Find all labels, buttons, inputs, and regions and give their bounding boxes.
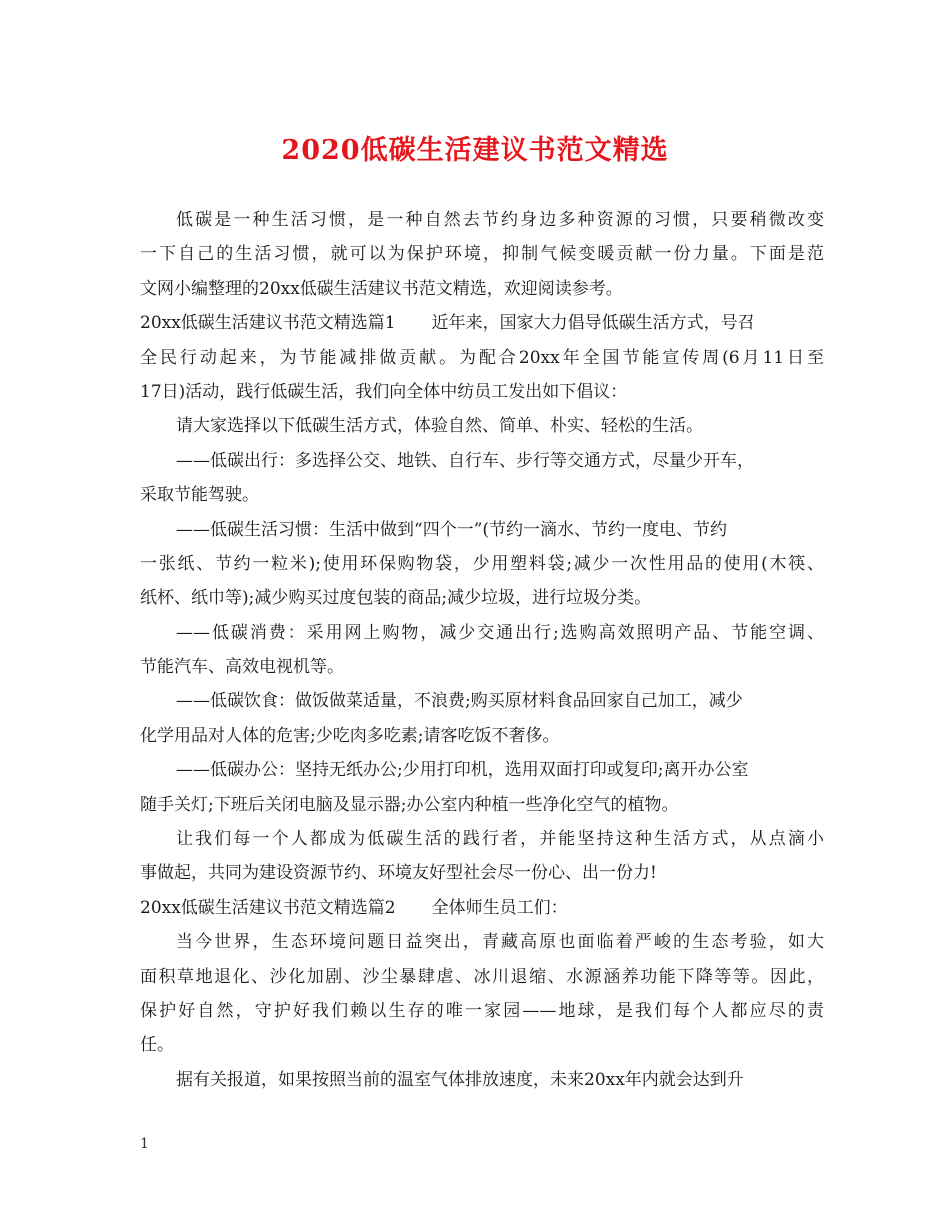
paragraph-line: 一张纸、节约一粒米);使用环保购物袋，少用塑料袋;减少一次性用品的使用(木筷、 xyxy=(140,553,824,574)
paragraph-line: 纸杯、纸巾等);减少购买过度包装的商品;减少垃圾，进行垃圾分类。 xyxy=(140,588,652,609)
paragraph-line: 低碳是一种生活习惯，是一种自然去节约身边多种资源的习惯，只要稍微改变 xyxy=(176,210,824,230)
paragraph-line: 让我们每一个人都成为低碳生活的践行者，并能坚持这种生活方式，从点滴小 xyxy=(176,829,824,850)
paragraph-line: 一下自己的生活习惯，就可以为保护环境，抑制气候变暖贡献一份力量。下面是范 xyxy=(140,244,824,265)
paragraph-line: 17日)活动，践行低碳生活，我们向全体中纺员工发出如下倡议： xyxy=(140,381,628,402)
paragraph-text: 近年来，国家大力倡导低碳生活方式，号召 xyxy=(431,313,755,334)
paragraph-line: ——低碳生活习惯：生活中做到“四个一”(节约一滴水、节约一度电、节约 xyxy=(176,519,728,540)
paragraph-line: 保护好自然，守护好我们赖以生存的唯一家园——地球，是我们每个人都应尽的责 xyxy=(140,1000,824,1021)
section-heading-line xyxy=(140,306,824,340)
paragraph-line: 随手关灯;下班后关闭电脑及显示器;办公室内种植一些净化空气的植物。 xyxy=(140,794,679,815)
paragraph-line: 面积草地退化、沙化加剧、沙尘暴肆虐、冰川退缩、水源涵养功能下降等等。因此， xyxy=(140,966,824,987)
paragraph-line: 采取节能驾驶。 xyxy=(140,485,259,506)
paragraph-line: ——低碳消费：采用网上购物，减少交通出行;选购高效照明产品、节能空调、 xyxy=(176,622,824,643)
paragraph-text: 全体师生员工们： xyxy=(431,897,568,918)
page-number: 1 xyxy=(140,1136,149,1152)
paragraph-line: ——低碳饮食：做饭做菜适量，不浪费;购买原材料食品回家自己加工，减少 xyxy=(176,691,743,712)
document-title: 2020低碳生活建议书范文精选 xyxy=(281,135,669,166)
paragraph-line: 全民行动起来，为节能减排做贡献。为配合20xx年全国节能宣传周(6月11日至 xyxy=(140,347,824,368)
paragraph-line: ——低碳办公：坚持无纸办公;少用打印机，选用双面打印或复印;离开办公室 xyxy=(176,760,749,781)
section-heading-line xyxy=(140,891,824,925)
paragraph-line: 化学用品对人体的危害;少吃肉多吃素;请客吃饭不奢侈。 xyxy=(140,725,560,746)
paragraph-line: 事做起，共同为建设资源节约、环境友好型社会尽一份心、出一份力! xyxy=(140,863,657,884)
paragraph-line: 据有关报道，如果按照当前的温室气体排放速度，未来20xx年内就会达到升 xyxy=(176,1069,744,1090)
document-body xyxy=(140,203,824,1097)
section-heading: 20xx低碳生活建议书范文精选篇2 xyxy=(140,897,396,918)
paragraph-line: 当今世界，生态环境问题日益突出，青藏高原也面临着严峻的生态考验，如大 xyxy=(176,932,824,953)
section-heading: 20xx低碳生活建议书范文精选篇1 xyxy=(140,313,396,334)
paragraph-line: 文网小编整理的20xx低碳生活建议书范文精选，欢迎阅读参考。 xyxy=(140,278,623,299)
paragraph-line: 任。 xyxy=(140,1035,174,1056)
paragraph-line: 节能汽车、高效电视机等。 xyxy=(140,657,344,678)
paragraph-line: ——低碳出行：多选择公交、地铁、自行车、步行等交通方式，尽量少开车， xyxy=(176,450,754,471)
paragraph-line: 请大家选择以下低碳生活方式，体验自然、简单、朴实、轻松的生活。 xyxy=(176,416,703,437)
